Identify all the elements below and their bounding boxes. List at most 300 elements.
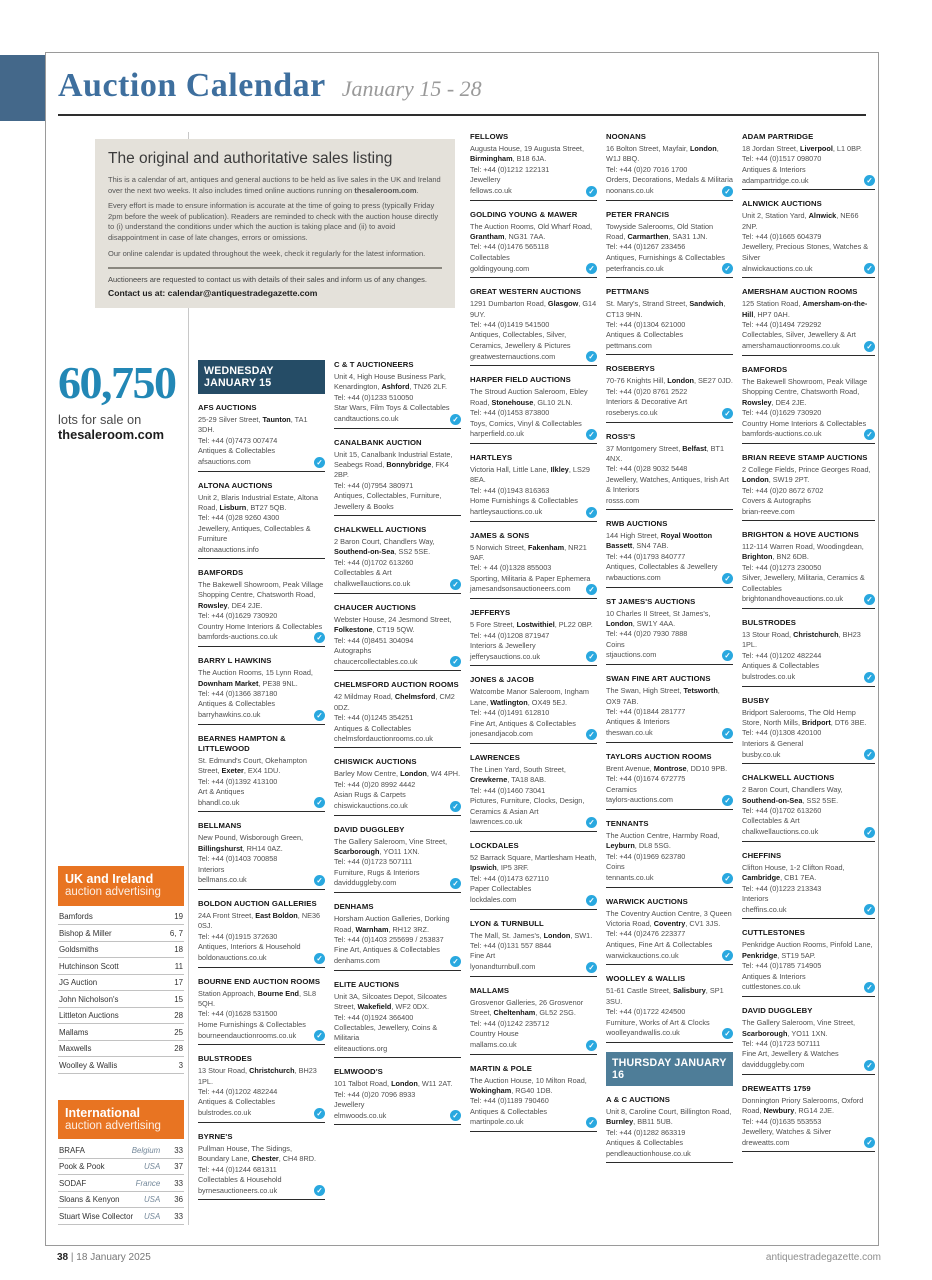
- address: 25-29 Silver Street, Taunton, TA1 3DH.: [198, 415, 308, 435]
- advertiser-page-number: 6, 7: [169, 928, 183, 938]
- website-link[interactable]: cuttlestones.co.uk: [742, 982, 801, 992]
- telephone: Tel: +44 (0)1453 873800: [470, 408, 550, 418]
- sale-categories: Country House: [470, 1029, 519, 1039]
- website-link[interactable]: alnwickauctions.co.uk: [742, 263, 813, 273]
- website-link[interactable]: harperfield.co.uk: [470, 429, 524, 439]
- sale-categories: Furniture, Rugs & Interiors: [334, 867, 420, 877]
- auction-entry: [470, 287, 597, 366]
- sale-categories: Fine Art: [470, 951, 496, 961]
- promo-line2[interactable]: thesaleroom.com: [58, 427, 164, 442]
- website-link[interactable]: bulstrodes.co.uk: [198, 1108, 252, 1118]
- sale-categories: Antiques & Collectables: [198, 446, 276, 456]
- website-row: [198, 457, 325, 468]
- advertiser-name: BRAFA: [59, 1145, 85, 1155]
- sale-categories: Country Home Interiors & Collectables: [742, 418, 867, 428]
- auction-entry: [198, 899, 325, 968]
- contact-email[interactable]: Contact us at: calendar@antiquestradegazette.com: [108, 287, 318, 298]
- auction-entry: [606, 287, 733, 355]
- auction-entry: [470, 841, 597, 910]
- website-link[interactable]: chalkwellauctions.co.uk: [334, 578, 411, 588]
- website-link[interactable]: bulstrodes.co.uk: [742, 671, 796, 681]
- sale-categories: Star Wars, Film Toys & Collectables: [334, 403, 450, 413]
- sale-categories: Antiques & Collectables: [334, 723, 412, 733]
- website-link[interactable]: goldingyoung.com: [470, 263, 530, 273]
- website-link[interactable]: woolleyandwallis.co.uk: [606, 1028, 680, 1038]
- website-link[interactable]: dreweatts.com: [742, 1137, 790, 1147]
- check-icon: ✓: [722, 186, 733, 197]
- telephone: Tel: +44 (0)1722 424500: [606, 1007, 686, 1017]
- website-row: [470, 817, 597, 828]
- sale-categories: Asian Rugs & Carpets: [334, 790, 406, 800]
- telephone: Tel: +44 (0)7473 007474: [198, 435, 278, 445]
- auction-house-name: JEFFERYS: [470, 608, 511, 618]
- saleroom-brand: thesaleroom.com: [354, 185, 417, 195]
- auction-house-name: BEARNES HAMPTON & LITTLEWOOD: [198, 733, 286, 753]
- address: Unit 2, Blaris Industrial Estate, Altona Road, Lisburn, BT27 5QB.: [198, 492, 319, 513]
- auction-house-name: NOONANS: [606, 132, 646, 141]
- sale-categories: Autographs: [334, 645, 372, 655]
- website-link[interactable]: barryhawkins.co.uk: [198, 710, 261, 720]
- sale-categories: Interiors & Jewellery: [470, 640, 536, 650]
- telephone: Tel: +44 (0)1403 700858: [198, 854, 278, 864]
- auction-entry: [198, 734, 325, 813]
- auction-house-name: CHEFFINS: [742, 850, 782, 860]
- check-icon: ✓: [722, 728, 733, 739]
- telephone: Tel: +44 (0)1915 372630: [198, 931, 278, 941]
- auction-house-name: LAWRENCES: [470, 753, 521, 762]
- auction-entry: [606, 432, 733, 510]
- telephone: Tel: +44 (0)20 7096 8933: [334, 1089, 416, 1099]
- telephone: Tel: +44 (0)1494 729292: [742, 320, 822, 330]
- website-link[interactable]: candtauctions.co.uk: [334, 413, 399, 423]
- date-header: WEDNESDAY JANUARY 15: [198, 360, 325, 394]
- address: The Swan, High Street, Tetsworth, OX9 7AB.: [606, 686, 720, 706]
- website-link[interactable]: noonans.co.uk: [606, 185, 654, 195]
- website-row: [606, 728, 733, 739]
- telephone: Tel: +44 (0)1403 255699 / 253837: [334, 935, 444, 944]
- website-link[interactable]: bourneendauctionrooms.co.uk: [198, 1030, 297, 1040]
- website-link[interactable]: chiswickauctions.co.uk: [334, 800, 408, 810]
- advertiser-row: [58, 958, 184, 975]
- telephone: Tel: +44 (0)28 9032 5448: [606, 464, 688, 474]
- check-icon: ✓: [722, 1028, 733, 1039]
- check-icon: ✓: [586, 895, 597, 906]
- sale-categories: Antiques & Collectables: [606, 330, 684, 340]
- sale-categories: Pictures, Furniture, Clocks, Design, Ceramics & Asian Art: [470, 796, 585, 816]
- address: 2 Baron Court, Chandlers Way, Southend-on-Sea, SS2 5SE.: [742, 785, 843, 805]
- auction-house-name: AFS AUCTIONS: [198, 403, 257, 412]
- auction-entry: [606, 364, 733, 422]
- check-icon: ✓: [314, 953, 325, 964]
- auction-entry: [606, 597, 733, 666]
- advertiser-row: [58, 1159, 184, 1176]
- telephone: Tel: +44 (0)1189 790460: [470, 1096, 549, 1106]
- check-icon: ✓: [864, 827, 875, 838]
- check-icon: ✓: [864, 1060, 875, 1071]
- auction-entry: [606, 132, 733, 201]
- telephone: Tel: +44 (0)8451 304094: [334, 635, 414, 645]
- check-icon: ✓: [314, 1185, 325, 1196]
- address: The Auction Rooms, Old Wharf Road, Grantham, NG31 7AA.: [470, 221, 593, 242]
- telephone: Tel: +44 (0)28 9260 4300: [198, 513, 280, 523]
- website-row: [334, 1044, 461, 1054]
- auction-entry: [334, 525, 461, 594]
- address: 1291 Dumbarton Road, Glasgow, G14 9UY.: [470, 299, 597, 319]
- auction-house-name: GOLDING YOUNG & MAWER: [470, 209, 578, 219]
- telephone: Tel: +44 (0)2476 223377: [606, 929, 686, 939]
- website-link[interactable]: martinpole.co.uk: [470, 1117, 524, 1127]
- auction-house-name: CHELMSFORD AUCTION ROOMS: [334, 680, 459, 690]
- website-row: [198, 545, 325, 555]
- website-link[interactable]: byrnesauctioneers.co.uk: [198, 1185, 278, 1195]
- website-link[interactable]: jonesandjacob.com: [470, 729, 533, 739]
- auction-house-name: MARTIN & POLE: [470, 1063, 532, 1073]
- check-icon: ✓: [864, 1137, 875, 1148]
- website-link[interactable]: elmwoods.co.uk: [334, 1110, 387, 1120]
- telephone: Tel: +44 (0)1419 541500: [470, 320, 550, 330]
- sale-categories: Collectables: [470, 252, 510, 262]
- check-icon: ✓: [722, 408, 733, 419]
- telephone: Tel: +44 (0)1273 230050: [742, 562, 822, 572]
- address: 2 College Fields, Prince Georges Road, London, SW19 2PT.: [742, 464, 871, 485]
- advertiser-country: USA: [143, 1211, 161, 1221]
- address: The Gallery Saleroom, Vine Street, Scarborough, YO11 1XN.: [334, 836, 448, 856]
- sale-categories: Antiques & Interiors: [742, 971, 806, 981]
- sale-categories: Jewellery, Watches, Antiques, Irish Art & Interiors: [606, 474, 729, 495]
- intro-para1-end: .: [416, 185, 419, 195]
- website-link[interactable]: davidduggleby.com: [742, 1060, 805, 1070]
- website-row: [470, 895, 597, 906]
- address: 125 Station Road, Amersham-on-the-Hill, HP7 0AH.: [742, 299, 868, 319]
- auction-entry: [606, 752, 733, 810]
- website-link[interactable]: bellmans.co.uk: [198, 875, 247, 885]
- address: The Auction Centre, Harmby Road, Leyburn, DL8 5SG.: [606, 831, 720, 851]
- website-link[interactable]: afsauctions.com: [198, 456, 251, 466]
- address: 24A Front Street, East Boldon, NE36 0SJ.: [198, 910, 321, 931]
- advertiser-country: France: [135, 1178, 161, 1188]
- auction-house-name: CUTTLESTONES: [742, 928, 805, 938]
- check-icon: ✓: [450, 414, 461, 425]
- website-link[interactable]: davidduggleby.com: [334, 878, 397, 888]
- website-link[interactable]: theswan.co.uk: [606, 728, 653, 738]
- website-row: [470, 729, 597, 740]
- advertiser-name: Sloans & Kenyon: [59, 1195, 120, 1204]
- website-link[interactable]: pendleauctionhouse.co.uk: [606, 1148, 691, 1158]
- address: The Mall, St. James's, London, SW1.: [470, 930, 593, 940]
- website-link[interactable]: warwickauctions.co.uk: [606, 950, 679, 960]
- auction-house-name: BAMFORDS: [198, 568, 244, 578]
- advertiser-page-number: 3: [178, 1060, 183, 1070]
- check-icon: ✓: [586, 186, 597, 197]
- sale-categories: Country Home Interiors & Collectables: [198, 621, 323, 631]
- check-icon: ✓: [722, 950, 733, 961]
- date-range: January 15 - 28: [341, 76, 482, 101]
- advertiser-row: [58, 909, 184, 926]
- sale-categories: Furniture, Works of Art & Clocks: [606, 1017, 710, 1027]
- auction-house-name: CHAUCER AUCTIONS: [334, 602, 417, 612]
- website-row: [334, 734, 461, 744]
- advertiser-page-number: 19: [174, 912, 183, 921]
- website-link[interactable]: jefferysauctions.co.uk: [470, 651, 541, 661]
- telephone: Tel: +44 (0)1702 613260: [334, 557, 414, 567]
- masthead-rule: [58, 114, 866, 116]
- auction-entry: [334, 603, 461, 672]
- sale-categories: Ceramics: [606, 784, 637, 794]
- address: 5 Fore Street, Lostwithiel, PL22 0BP.: [470, 620, 593, 630]
- telephone: Tel: +44 (0)1308 420100: [742, 728, 822, 738]
- auction-house-name: DAVID DUGGLEBY: [742, 1006, 813, 1016]
- auction-entry: [742, 851, 875, 920]
- advertiser-name: Mallams: [59, 1027, 89, 1037]
- website-row: [606, 1028, 733, 1039]
- telephone: Tel: +44 (0)1723 507111: [742, 1038, 821, 1048]
- uk-advertising-subtitle: auction advertising: [65, 886, 161, 898]
- website-link[interactable]: brian-reeve.com: [742, 506, 795, 516]
- sale-categories: Jewellery, Precious Stones, Watches & Silver: [742, 242, 869, 262]
- website-row: [334, 414, 461, 425]
- website-row: [606, 650, 733, 661]
- website-link[interactable]: bhandl.co.uk: [198, 797, 240, 807]
- check-icon: ✓: [586, 729, 597, 740]
- auction-house-name: ST JAMES'S AUCTIONS: [606, 596, 696, 606]
- auction-house-name: JONES & JACOB: [470, 675, 535, 685]
- website-link[interactable]: chelmsfordauctionrooms.co.uk: [334, 733, 433, 743]
- website-link[interactable]: busby.co.uk: [742, 749, 781, 759]
- telephone: Tel: + 44 (0)1328 855003: [470, 563, 552, 573]
- auction-entry: [470, 132, 597, 201]
- website-row: [470, 1040, 597, 1051]
- auction-house-name: SWAN FINE ART AUCTIONS: [606, 674, 711, 684]
- gazette-website[interactable]: antiquestradegazette.com: [765, 1252, 881, 1263]
- auction-house-name: PETER FRANCIS: [606, 209, 670, 219]
- website-link[interactable]: lawrences.co.uk: [470, 817, 523, 827]
- website-link[interactable]: greatwesternauctions.com: [470, 351, 556, 361]
- website-row: [470, 507, 597, 518]
- telephone: Tel: +44 (0)1245 354251: [334, 713, 414, 723]
- page-footer: [57, 1252, 881, 1263]
- advertiser-page-number: 28: [174, 1044, 183, 1053]
- auction-entry: [198, 821, 325, 890]
- check-icon: ✓: [314, 632, 325, 643]
- address: The Bakewell Showroom, Peak Village Shopping Centre, Chatsworth Road, Rowsley, DE4 2JE.: [742, 376, 868, 407]
- sale-categories: Jewellery: [470, 175, 501, 185]
- sale-categories: Jewellery: [334, 1100, 365, 1110]
- auction-entry: [742, 1084, 875, 1153]
- website-link[interactable]: adampartridge.co.uk: [742, 175, 809, 185]
- lot-count: 60,750: [58, 357, 176, 408]
- sale-categories: Jewellery, Watches & Silver: [742, 1126, 832, 1136]
- auction-house-name: BUSBY: [742, 695, 770, 705]
- advertiser-name: Woolley & Wallis: [59, 1060, 118, 1070]
- auction-house-name: BOURNE END AUCTION ROOMS: [198, 976, 321, 986]
- check-icon: ✓: [722, 650, 733, 661]
- auction-house-name: WARWICK AUCTIONS: [606, 896, 688, 906]
- auction-entry: [742, 132, 875, 190]
- listing-column-5: [742, 132, 875, 1225]
- address: 101 Talbot Road, London, W11 2AT.: [334, 1079, 453, 1089]
- website-row: [742, 827, 875, 838]
- advertiser-name: Maxwells: [59, 1044, 92, 1053]
- sale-categories: Collectables, Silver, Jewellery & Art: [742, 330, 856, 340]
- auction-house-name: BARRY L HAWKINS: [198, 656, 272, 666]
- sale-categories: Antiques & Collectables: [198, 1097, 276, 1107]
- website-link[interactable]: fellows.co.uk: [470, 185, 512, 195]
- website-row: [470, 429, 597, 440]
- auction-house-name: TENNANTS: [606, 819, 649, 829]
- website-link[interactable]: cheffins.co.uk: [742, 904, 787, 914]
- website-row: [470, 584, 597, 595]
- auction-entry: [334, 757, 461, 815]
- website-link[interactable]: stjauctions.com: [606, 650, 657, 660]
- website-link[interactable]: bamfords-auctions.co.uk: [198, 632, 278, 642]
- telephone: Tel: +44 (0)1476 565118: [470, 242, 549, 252]
- auction-entry: [334, 980, 461, 1058]
- advertiser-page-number: 33: [174, 1178, 183, 1188]
- website-link[interactable]: lyonandturnbull.com: [470, 962, 536, 972]
- telephone: Tel: +44 (0)20 7016 1700: [606, 164, 688, 174]
- website-link[interactable]: altonaauctions.info: [198, 544, 259, 554]
- telephone: Tel: +44 (0)1785 714905: [742, 961, 822, 971]
- check-icon: ✓: [586, 962, 597, 973]
- advertiser-page-number: 37: [174, 1162, 183, 1171]
- auction-house-name: RWB AUCTIONS: [606, 518, 668, 528]
- check-icon: ✓: [450, 1110, 461, 1121]
- address: Webster House, 24 Jesmond Street, Folkestone, CT19 5QW.: [334, 614, 452, 635]
- sale-categories: Covers & Autographs: [742, 496, 811, 506]
- website-row: [742, 175, 875, 186]
- address: The Coventry Auction Centre, 3 Queen Victoria Road, Coventry, CV1 3JS.: [606, 908, 732, 929]
- auction-house-name: LYON & TURNBULL: [470, 918, 544, 928]
- advertiser-row: [58, 925, 184, 942]
- auction-house-name: ADAM PARTRIDGE: [742, 132, 814, 141]
- auction-house-name: HARPER FIELD AUCTIONS: [470, 375, 571, 385]
- sale-categories: Collectables & Household: [198, 1175, 282, 1185]
- telephone: Tel: +44 (0)1202 482244: [198, 1087, 278, 1097]
- website-link[interactable]: hartleysauctions.co.uk: [470, 506, 543, 516]
- international-advertising-subtitle: auction advertising: [65, 1119, 161, 1132]
- sale-categories: Interiors: [742, 894, 769, 904]
- website-link[interactable]: jamesandsonsauctioneers.com: [470, 584, 571, 594]
- uk-advertising-index: [58, 866, 184, 1074]
- website-row: [334, 956, 461, 967]
- address: 5 Norwich Street, Fakenham, NR21 9AF.: [470, 542, 587, 562]
- sale-categories: Antiques, Fine Art & Collectables: [606, 939, 713, 949]
- website-row: [470, 351, 597, 362]
- auction-house-name: BAMFORDS: [742, 364, 788, 374]
- telephone: Tel: +44 (0)20 8992 4442: [334, 779, 416, 789]
- auction-entry: [334, 360, 461, 429]
- sale-categories: Home Furnishings & Collectables: [198, 1019, 306, 1029]
- international-advertising-header: [58, 1100, 184, 1140]
- sale-categories: Coins: [606, 862, 625, 872]
- sale-categories: Coins: [606, 639, 625, 649]
- address: The Bakewell Showroom, Peak Village Shopping Centre, Chatsworth Road, Rowsley, DE4 2JE.: [198, 580, 324, 610]
- check-icon: ✓: [864, 429, 875, 440]
- auction-entry: [334, 438, 461, 516]
- website-link[interactable]: amershamauctionrooms.co.uk: [742, 341, 840, 351]
- website-link[interactable]: eliteauctions.org: [334, 1043, 388, 1053]
- website-row: [470, 1117, 597, 1128]
- auctioneers-note: Auctioneers are requested to contact us with details of their sales and inform us of any changes.: [108, 275, 427, 285]
- website-link[interactable]: chalkwellauctions.co.uk: [742, 827, 819, 837]
- website-link[interactable]: denhams.com: [334, 956, 380, 966]
- website-row: [606, 496, 733, 506]
- advertiser-row: [58, 1175, 184, 1192]
- website-row: [470, 962, 597, 973]
- address: Unit 4, High House Business Park, Kenardington, Ashford, TN26 2LF.: [334, 372, 448, 392]
- website-row: [334, 878, 461, 889]
- website-link[interactable]: peterfrancis.co.uk: [606, 263, 664, 273]
- advertiser-page-number: 17: [174, 978, 183, 987]
- website-link[interactable]: lockdales.com: [470, 894, 517, 904]
- telephone: Tel: +44 (0)1491 612810: [470, 708, 550, 718]
- website-row: [606, 950, 733, 961]
- auction-entry: [742, 287, 875, 356]
- page-number: 38: [57, 1252, 69, 1263]
- intro-box: [95, 139, 455, 308]
- website-link[interactable]: bamfords-auctions.co.uk: [742, 429, 822, 439]
- address: The Gallery Saleroom, Vine Street, Scarborough, YO11 1XN.: [742, 1018, 856, 1038]
- check-icon: ✓: [450, 878, 461, 889]
- telephone: Tel: +44 (0)1517 098070: [742, 154, 822, 164]
- website-link[interactable]: rwbauctions.com: [606, 572, 661, 582]
- advertiser-page-number: 36: [174, 1195, 183, 1204]
- website-link[interactable]: boldonauctions.co.uk: [198, 952, 267, 962]
- telephone: Tel: +44 (0)1282 863319: [606, 1127, 686, 1137]
- website-row: [606, 186, 733, 197]
- address: The Auction House, 10 Milton Road, Wokingham, RG40 1DB.: [470, 1075, 587, 1095]
- advertiser-page-number: 33: [174, 1145, 183, 1155]
- check-icon: ✓: [450, 801, 461, 812]
- auction-house-name: A & C AUCTIONS: [606, 1094, 671, 1104]
- website-row: [198, 953, 325, 964]
- auction-entry: [742, 199, 875, 278]
- telephone: Tel: +44 (0)1212 122131: [470, 164, 550, 174]
- website-row: [742, 1137, 875, 1148]
- address: 37 Montgomery Street, Belfast, BT1 4NX.: [606, 443, 725, 463]
- website-link[interactable]: roseberys.co.uk: [606, 407, 658, 417]
- website-link[interactable]: chaucercollectables.co.uk: [334, 656, 418, 666]
- check-icon: ✓: [864, 672, 875, 683]
- website-link[interactable]: brightonandhoveauctions.co.uk: [742, 594, 844, 604]
- auction-entry: [742, 530, 875, 609]
- website-row: [470, 263, 597, 274]
- auction-entry: [470, 986, 597, 1055]
- auction-entry: [470, 375, 597, 444]
- auction-entry: [334, 902, 461, 971]
- sale-categories: Antiques, Collectables & Jewellery: [606, 562, 718, 572]
- website-link[interactable]: taylors-auctions.com: [606, 795, 673, 805]
- website-link[interactable]: tennants.co.uk: [606, 872, 654, 882]
- auction-house-name: TAYLORS AUCTION ROOMS: [606, 751, 712, 761]
- auction-entry: [198, 481, 325, 559]
- advertiser-row: [58, 942, 184, 959]
- advertiser-page-number: 28: [174, 1011, 183, 1020]
- website-row: [606, 873, 733, 884]
- auction-house-name: ALTONA AUCTIONS: [198, 480, 273, 490]
- website-link[interactable]: pettmans.com: [606, 340, 652, 350]
- intro-note-block: [108, 267, 442, 298]
- auction-entry: [198, 656, 325, 725]
- auction-house-name: LOCKDALES: [470, 841, 519, 851]
- sale-categories: Antiques & Interiors: [742, 164, 806, 174]
- check-icon: ✓: [314, 710, 325, 721]
- telephone: Tel: +44 (0)1702 613260: [742, 806, 822, 816]
- website-link[interactable]: mallams.co.uk: [470, 1039, 517, 1049]
- website-link[interactable]: rosss.com: [606, 495, 640, 505]
- listing-column-4: [606, 132, 733, 1225]
- telephone: Tel: +44 (0)20 8672 6702: [742, 485, 824, 495]
